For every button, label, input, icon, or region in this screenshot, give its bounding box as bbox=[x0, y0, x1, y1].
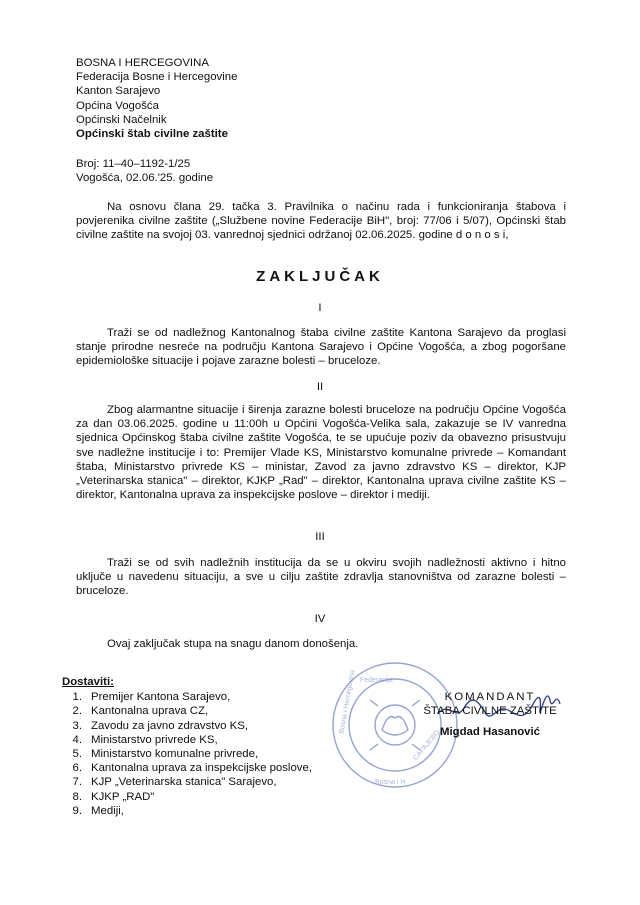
svg-text:Bosna i H: Bosna i H bbox=[375, 779, 406, 786]
section-numeral: III bbox=[315, 531, 325, 543]
section-text: Traži se od nadležnog Kantonalnog štaba civilne zaštite Kantona Sarajevo da proglasi stanje prirodne nesreće na području Kantona Sarajevo i Općine Vogošća, a zbog pogoršane epidemiološke situacije i pojave zarazne bolesti – bruceloze. bbox=[76, 327, 566, 368]
list-item: 6. Kantonalna uprava za inspekcijske poslove, bbox=[72, 762, 312, 775]
letterhead-line: BOSNA I HERCEGOVINA bbox=[76, 57, 209, 69]
signatory-name: Migdad Hasanović bbox=[439, 726, 540, 739]
section-numeral: I bbox=[318, 302, 322, 314]
distribution-list bbox=[60, 675, 312, 818]
letterhead bbox=[76, 56, 237, 141]
distribution-title: Dostaviti: bbox=[62, 676, 114, 688]
svg-text:CAPAJEBO: CAPAJEBO bbox=[412, 729, 442, 762]
signature-block bbox=[420, 690, 560, 740]
letterhead-line: Općina Vogošća bbox=[76, 99, 159, 112]
section-text: Traži se od svih nadležnih institucija da se u okviru svojih nadležnosti aktivno i hitno uključe u navedenu situaciju, a sve u cilju zaštite zdravlja stanovništva od zarazne bolesti – bruceloze. bbox=[76, 557, 566, 598]
reference-number: Broj: 11–40–1192-1/25 bbox=[76, 158, 191, 170]
intro-paragraph: Na osnovu člana 29. tačka 3. Pravilnika o načinu rada i funkcioniranja štabova i povjerenika civilne zaštite („Službene novine Federacije BiH", broj: 77/06 i 5/07), Općinski štab civilne zaštite na svojoj 03. vanrednoj sjednici održanoj 02.06.2025. godine d o n o s i, bbox=[76, 201, 566, 242]
letterhead-line: Federacija Bosne i Hercegovine bbox=[76, 71, 238, 84]
list-item: 4. Ministarstvo privrede KS, bbox=[72, 733, 218, 746]
document-title: ZAKLJUČAK bbox=[256, 268, 384, 285]
section-numeral: II bbox=[316, 381, 324, 393]
list-item: 9. Mediji, bbox=[72, 804, 124, 817]
list-item: 1. Premijer Kantona Sarajevo, bbox=[72, 691, 231, 704]
section-numeral: IV bbox=[314, 613, 326, 625]
list-item: 3. Zavodu za javno zdravstvo KS, bbox=[72, 719, 249, 732]
document-meta bbox=[76, 157, 213, 185]
signatory-title: KOMANDANT bbox=[444, 691, 536, 703]
svg-text:Bosna i Hercegovina: Bosna i Hercegovina bbox=[338, 669, 357, 735]
letterhead-org: Općinski štab civilne zaštite bbox=[76, 128, 228, 141]
list-item: 2. Kantonalna uprava CZ, bbox=[72, 705, 209, 718]
list-item: 5. Ministarstvo komunalne privrede, bbox=[72, 748, 259, 761]
signatory-title-2: ŠTABA CIVILNE ZAŠTITE bbox=[423, 705, 557, 718]
list-item: 7. KJP „Veterinarska stanica" Sarajevo, bbox=[72, 776, 277, 789]
place-date: Vogošća, 02.06.'25. godine bbox=[76, 172, 214, 185]
svg-text:Federacija: Federacija bbox=[360, 677, 393, 684]
letterhead-line: Općinski Načelnik bbox=[76, 113, 167, 126]
section-text: Ovaj zaključak stupa na snagu danom donošenja. bbox=[107, 638, 359, 650]
letterhead-line: Kanton Sarajevo bbox=[76, 85, 161, 98]
list-item: 8. KJKP „RAD" bbox=[72, 790, 155, 803]
section-text: Zbog alarmantne situacije i širenja zarazne bolesti bruceloze na području Općine Vogošća za dan 03.06.2025. godine u 11:00h u Općini Vogošća-Velika sala, zakazuje se IV vanredna sjednica Općinskog štaba civilne zaštite Vogošća, te se upućuje poziv da obavezno prisustvuju sve nadležne institucije i to: Premijer Vlade KS, Ministarstvo komunalne privrede – Komandant štaba, Ministarstvo privrede KS – ministar, Zavod za javno zdravstvo KS – direktor, KJP „Veterinarska stanica" – direktor, KJKP „Rad" – direktor, Kantonalna uprava civilne zaštite KS – direktor, Kantonalna uprava za inspekcijske poslove – direktor i mediji. bbox=[76, 404, 566, 502]
